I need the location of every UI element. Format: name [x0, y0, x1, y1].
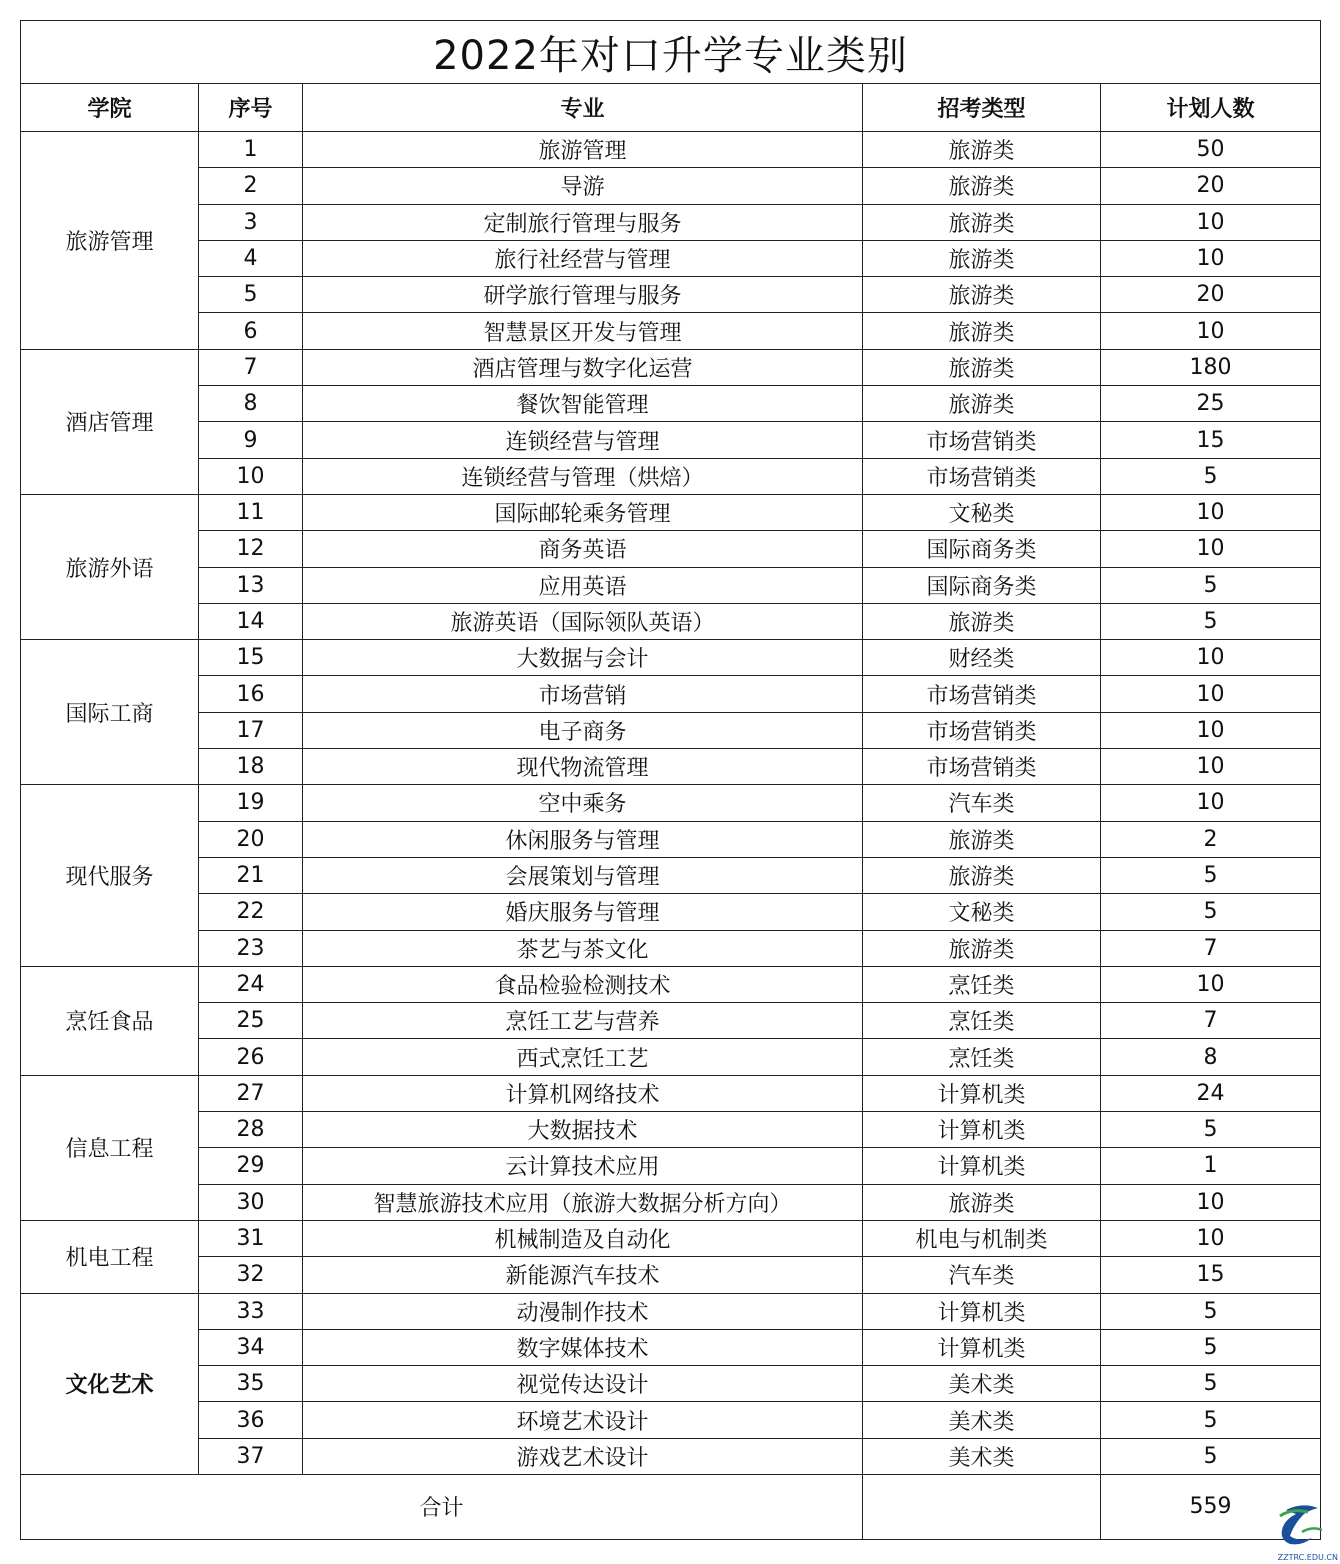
index-cell: 15 [199, 640, 303, 676]
table-row [21, 1184, 1321, 1220]
header-major: 专业 [303, 84, 863, 132]
exam-type-cell: 文秘类 [863, 494, 1101, 530]
total-empty-cell [863, 1474, 1101, 1539]
table-row [21, 1039, 1321, 1075]
index-cell: 13 [199, 567, 303, 603]
plan-count-cell: 1 [1101, 1148, 1321, 1184]
plan-count-cell: 10 [1101, 494, 1321, 530]
index-cell: 31 [199, 1220, 303, 1256]
exam-type-cell: 文秘类 [863, 894, 1101, 930]
index-cell: 26 [199, 1039, 303, 1075]
table-row [21, 1148, 1321, 1184]
index-cell: 6 [199, 313, 303, 349]
major-cell: 数字媒体技术 [303, 1329, 863, 1365]
plan-count-cell: 20 [1101, 277, 1321, 313]
table-row [21, 277, 1321, 313]
exam-type-cell: 旅游类 [863, 277, 1101, 313]
table-row [21, 422, 1321, 458]
plan-count-cell: 180 [1101, 349, 1321, 385]
major-cell: 酒店管理与数字化运营 [303, 349, 863, 385]
major-cell: 旅行社经营与管理 [303, 240, 863, 276]
index-cell: 5 [199, 277, 303, 313]
major-cell: 西式烹饪工艺 [303, 1039, 863, 1075]
major-cell: 连锁经营与管理 [303, 422, 863, 458]
plan-count-cell: 5 [1101, 1293, 1321, 1329]
exam-type-cell: 烹饪类 [863, 1039, 1101, 1075]
index-cell: 30 [199, 1184, 303, 1220]
school-logo-icon [1272, 1502, 1332, 1558]
total-value: 559 [1101, 1474, 1321, 1539]
plan-count-cell: 5 [1101, 567, 1321, 603]
plan-count-cell: 5 [1101, 603, 1321, 639]
major-cell: 电子商务 [303, 712, 863, 748]
index-cell: 32 [199, 1257, 303, 1293]
major-cell: 动漫制作技术 [303, 1293, 863, 1329]
index-cell: 29 [199, 1148, 303, 1184]
exam-type-cell: 旅游类 [863, 821, 1101, 857]
index-cell: 28 [199, 1112, 303, 1148]
plan-count-cell: 10 [1101, 240, 1321, 276]
major-cell: 现代物流管理 [303, 749, 863, 785]
plan-count-cell: 15 [1101, 422, 1321, 458]
table-row [21, 857, 1321, 893]
index-cell: 9 [199, 422, 303, 458]
college-cell: 现代服务 [21, 785, 199, 966]
table-row [21, 567, 1321, 603]
exam-type-cell: 美术类 [863, 1366, 1101, 1402]
index-cell: 16 [199, 676, 303, 712]
major-cell: 环境艺术设计 [303, 1402, 863, 1438]
table-row [21, 240, 1321, 276]
plan-count-cell: 10 [1101, 531, 1321, 567]
table-row [21, 1220, 1321, 1256]
index-cell: 35 [199, 1366, 303, 1402]
index-cell: 27 [199, 1075, 303, 1111]
major-cell: 市场营销 [303, 676, 863, 712]
exam-type-cell: 市场营销类 [863, 749, 1101, 785]
exam-type-cell: 汽车类 [863, 785, 1101, 821]
major-cell: 机械制造及自动化 [303, 1220, 863, 1256]
index-cell: 1 [199, 132, 303, 168]
plan-count-cell: 10 [1101, 712, 1321, 748]
plan-count-cell: 5 [1101, 894, 1321, 930]
table-row [21, 1257, 1321, 1293]
plan-count-cell: 7 [1101, 930, 1321, 966]
major-cell: 计算机网络技术 [303, 1075, 863, 1111]
header-plan-count: 计划人数 [1101, 84, 1321, 132]
watermark-text: ZZTRC.EDU.CN [1277, 1553, 1338, 1562]
index-cell: 25 [199, 1003, 303, 1039]
major-cell: 婚庆服务与管理 [303, 894, 863, 930]
exam-type-cell: 旅游类 [863, 386, 1101, 422]
major-cell: 旅游管理 [303, 132, 863, 168]
plan-count-cell: 7 [1101, 1003, 1321, 1039]
major-cell: 应用英语 [303, 567, 863, 603]
exam-type-cell: 旅游类 [863, 313, 1101, 349]
index-cell: 23 [199, 930, 303, 966]
table-row [21, 1329, 1321, 1365]
exam-type-cell: 计算机类 [863, 1112, 1101, 1148]
table-row [21, 966, 1321, 1002]
table-body [21, 132, 1321, 1475]
index-cell: 18 [199, 749, 303, 785]
index-cell: 7 [199, 349, 303, 385]
major-cell: 智慧景区开发与管理 [303, 313, 863, 349]
plan-count-cell: 5 [1101, 1438, 1321, 1474]
table-row [21, 531, 1321, 567]
exam-type-cell: 市场营销类 [863, 422, 1101, 458]
exam-type-cell: 旅游类 [863, 857, 1101, 893]
table-row [21, 313, 1321, 349]
index-cell: 3 [199, 204, 303, 240]
plan-count-cell: 24 [1101, 1075, 1321, 1111]
exam-type-cell: 财经类 [863, 640, 1101, 676]
table-row [21, 785, 1321, 821]
table-row [21, 386, 1321, 422]
major-cell: 旅游英语（国际领队英语） [303, 603, 863, 639]
major-cell: 茶艺与茶文化 [303, 930, 863, 966]
exam-type-cell: 市场营销类 [863, 676, 1101, 712]
major-cell: 定制旅行管理与服务 [303, 204, 863, 240]
plan-count-cell: 10 [1101, 1220, 1321, 1256]
header-college: 学院 [21, 84, 199, 132]
table-row [21, 712, 1321, 748]
exam-type-cell: 旅游类 [863, 132, 1101, 168]
index-cell: 10 [199, 458, 303, 494]
major-cell: 餐饮智能管理 [303, 386, 863, 422]
plan-count-cell: 10 [1101, 640, 1321, 676]
plan-count-cell: 5 [1101, 458, 1321, 494]
exam-type-cell: 旅游类 [863, 930, 1101, 966]
plan-count-cell: 10 [1101, 313, 1321, 349]
table-row [21, 349, 1321, 385]
index-cell: 19 [199, 785, 303, 821]
major-cell: 云计算技术应用 [303, 1148, 863, 1184]
index-cell: 8 [199, 386, 303, 422]
college-cell: 文化艺术 [21, 1293, 199, 1474]
major-cell: 视觉传达设计 [303, 1366, 863, 1402]
plan-count-cell: 5 [1101, 1112, 1321, 1148]
college-cell: 旅游外语 [21, 494, 199, 639]
table-row [21, 1112, 1321, 1148]
major-cell: 大数据与会计 [303, 640, 863, 676]
exam-type-cell: 美术类 [863, 1402, 1101, 1438]
major-cell: 烹饪工艺与营养 [303, 1003, 863, 1039]
index-cell: 4 [199, 240, 303, 276]
college-cell: 旅游管理 [21, 132, 199, 350]
major-cell: 国际邮轮乘务管理 [303, 494, 863, 530]
major-cell: 新能源汽车技术 [303, 1257, 863, 1293]
major-cell: 连锁经营与管理（烘焙） [303, 458, 863, 494]
exam-type-cell: 市场营销类 [863, 712, 1101, 748]
table-row [21, 168, 1321, 204]
table-row [21, 1293, 1321, 1329]
table-row [21, 1402, 1321, 1438]
plan-count-cell: 10 [1101, 785, 1321, 821]
table-row [21, 458, 1321, 494]
major-cell: 智慧旅游技术应用（旅游大数据分析方向） [303, 1184, 863, 1220]
exam-type-cell: 旅游类 [863, 204, 1101, 240]
college-cell: 酒店管理 [21, 349, 199, 494]
exam-type-cell: 旅游类 [863, 603, 1101, 639]
page-title: 2022年对口升学专业类别 [21, 21, 1321, 84]
major-cell: 商务英语 [303, 531, 863, 567]
header-exam-type: 招考类型 [863, 84, 1101, 132]
plan-count-cell: 5 [1101, 1329, 1321, 1365]
table-row [21, 640, 1321, 676]
index-cell: 21 [199, 857, 303, 893]
index-cell: 24 [199, 966, 303, 1002]
plan-count-cell: 10 [1101, 1184, 1321, 1220]
plan-count-cell: 5 [1101, 1366, 1321, 1402]
index-cell: 14 [199, 603, 303, 639]
plan-count-cell: 50 [1101, 132, 1321, 168]
major-cell: 大数据技术 [303, 1112, 863, 1148]
plan-count-cell: 15 [1101, 1257, 1321, 1293]
exam-type-cell: 美术类 [863, 1438, 1101, 1474]
table-row [21, 749, 1321, 785]
index-cell: 20 [199, 821, 303, 857]
table-row [21, 1075, 1321, 1111]
exam-type-cell: 旅游类 [863, 168, 1101, 204]
table-row [21, 930, 1321, 966]
college-cell: 信息工程 [21, 1075, 199, 1220]
exam-type-cell: 汽车类 [863, 1257, 1101, 1293]
major-cell: 食品检验检测技术 [303, 966, 863, 1002]
index-cell: 33 [199, 1293, 303, 1329]
exam-type-cell: 烹饪类 [863, 966, 1101, 1002]
header-index: 序号 [199, 84, 303, 132]
exam-type-cell: 计算机类 [863, 1148, 1101, 1184]
index-cell: 2 [199, 168, 303, 204]
plan-count-cell: 10 [1101, 966, 1321, 1002]
index-cell: 37 [199, 1438, 303, 1474]
table-row [21, 1438, 1321, 1474]
table-row [21, 894, 1321, 930]
exam-type-cell: 国际商务类 [863, 531, 1101, 567]
plan-count-cell: 10 [1101, 749, 1321, 785]
plan-count-cell: 10 [1101, 676, 1321, 712]
plan-count-cell: 8 [1101, 1039, 1321, 1075]
index-cell: 11 [199, 494, 303, 530]
index-cell: 36 [199, 1402, 303, 1438]
major-cell: 会展策划与管理 [303, 857, 863, 893]
exam-type-cell: 旅游类 [863, 349, 1101, 385]
exam-type-cell: 旅游类 [863, 1184, 1101, 1220]
plan-count-cell: 10 [1101, 204, 1321, 240]
exam-type-cell: 国际商务类 [863, 567, 1101, 603]
plan-count-cell: 20 [1101, 168, 1321, 204]
major-cell: 空中乘务 [303, 785, 863, 821]
major-cell: 游戏艺术设计 [303, 1438, 863, 1474]
header-row [21, 84, 1321, 132]
college-cell: 机电工程 [21, 1220, 199, 1293]
index-cell: 34 [199, 1329, 303, 1365]
table-row [21, 603, 1321, 639]
exam-type-cell: 机电与机制类 [863, 1220, 1101, 1256]
exam-type-cell: 烹饪类 [863, 1003, 1101, 1039]
college-cell: 烹饪食品 [21, 966, 199, 1075]
plan-count-cell: 5 [1101, 1402, 1321, 1438]
plan-count-cell: 2 [1101, 821, 1321, 857]
table-row [21, 1366, 1321, 1402]
index-cell: 12 [199, 531, 303, 567]
plan-count-cell: 5 [1101, 857, 1321, 893]
college-cell: 国际工商 [21, 640, 199, 785]
enrollment-table [20, 20, 1321, 1540]
exam-type-cell: 计算机类 [863, 1075, 1101, 1111]
major-cell: 休闲服务与管理 [303, 821, 863, 857]
table-row [21, 1003, 1321, 1039]
table-row [21, 494, 1321, 530]
table-row [21, 676, 1321, 712]
exam-type-cell: 计算机类 [863, 1329, 1101, 1365]
major-cell: 研学旅行管理与服务 [303, 277, 863, 313]
table-row [21, 132, 1321, 168]
exam-type-cell: 市场营销类 [863, 458, 1101, 494]
index-cell: 22 [199, 894, 303, 930]
table-row [21, 204, 1321, 240]
exam-type-cell: 计算机类 [863, 1293, 1101, 1329]
major-cell: 导游 [303, 168, 863, 204]
total-label: 合计 [21, 1474, 863, 1539]
index-cell: 17 [199, 712, 303, 748]
exam-type-cell: 旅游类 [863, 240, 1101, 276]
total-row [21, 1474, 1321, 1539]
plan-count-cell: 25 [1101, 386, 1321, 422]
table-row [21, 821, 1321, 857]
